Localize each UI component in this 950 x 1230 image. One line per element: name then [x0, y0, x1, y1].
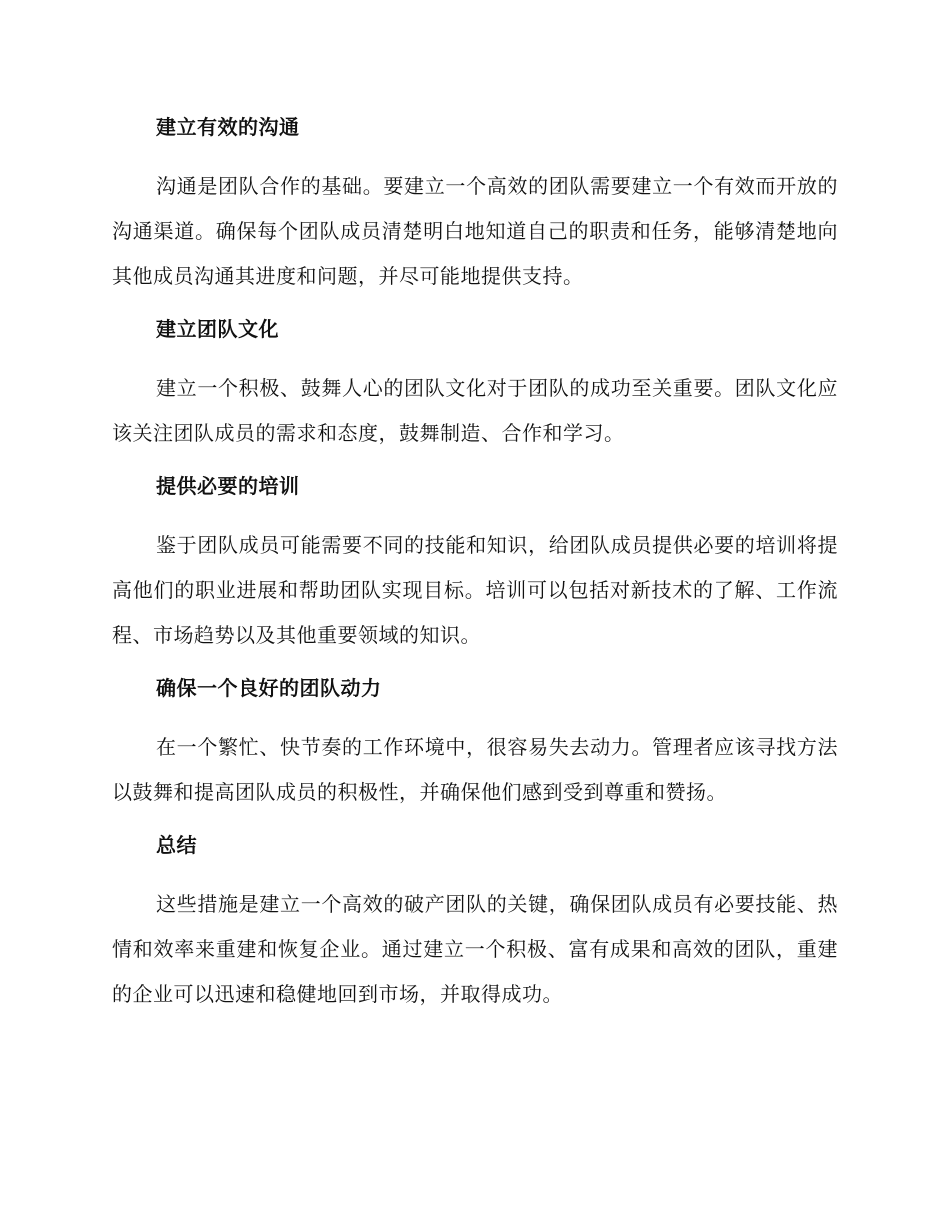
section-training — [112, 471, 838, 658]
section-body: 这些措施是建立一个高效的破产团队的关键，确保团队成员有必要技能、热情和效率来重建和恢复企业。通过建立一个积极、富有成果和高效的团队，重建的企业可以迅速和稳健地回到市场，并取得成功。 — [112, 892, 838, 1006]
section-summary — [112, 830, 838, 1017]
section-team-motivation — [112, 673, 838, 815]
section-communication — [112, 112, 838, 299]
section-heading: 确保一个良好的团队动力 — [156, 676, 382, 700]
section-heading: 总结 — [156, 833, 197, 857]
section-heading: 提供必要的培训 — [156, 474, 300, 498]
section-heading: 建立有效的沟通 — [156, 115, 300, 139]
section-body: 在一个繁忙、快节奏的工作环境中，很容易失去动力。管理者应该寻找方法以鼓舞和提高团队成员的积极性，并确保他们感到受到尊重和赞扬。 — [112, 735, 838, 804]
section-heading: 建立团队文化 — [156, 317, 279, 341]
section-body: 鉴于团队成员可能需要不同的技能和知识，给团队成员提供必要的培训将提高他们的职业进展和帮助团队实现目标。培训可以包括对新技术的了解、工作流程、市场趋势以及其他重要领域的知识。 — [112, 533, 838, 647]
section-body: 沟通是团队合作的基础。要建立一个高效的团队需要建立一个有效而开放的沟通渠道。确保每个团队成员清楚明白地知道自己的职责和任务，能够清楚地向其他成员沟通其进度和问题，并尽可能地提供支持。 — [112, 174, 838, 288]
section-team-culture — [112, 314, 838, 456]
section-body: 建立一个积极、鼓舞人心的团队文化对于团队的成功至关重要。团队文化应该关注团队成员的需求和态度，鼓舞制造、合作和学习。 — [112, 376, 838, 445]
